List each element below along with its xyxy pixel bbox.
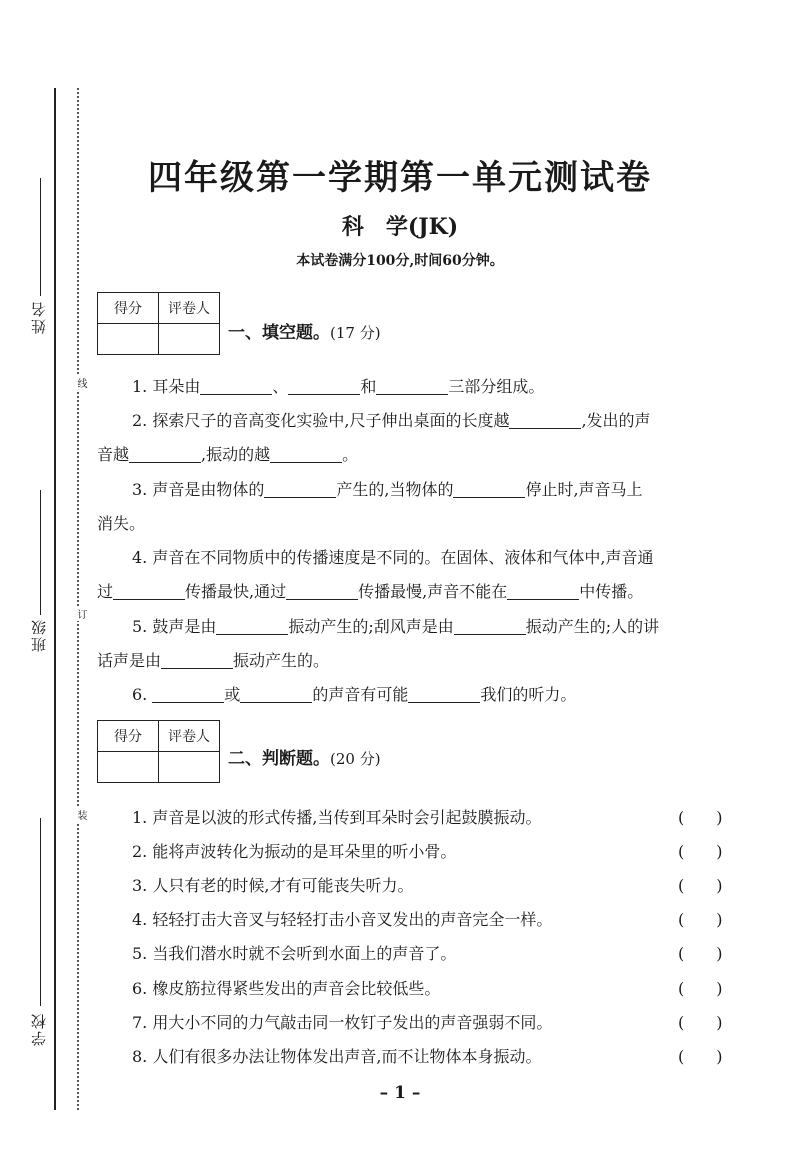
score-label: 得分 [98, 293, 159, 324]
fill-question-5-line2 [97, 649, 329, 673]
class-label: 班级 [30, 618, 48, 652]
q4-text-c: 传播最快,通过 [185, 582, 287, 601]
tick-bind-label: 订 [75, 609, 86, 619]
score-box-2 [97, 720, 220, 783]
judge-item-8 [132, 1044, 742, 1067]
q4-text-e: 中传播。 [579, 582, 644, 601]
score-box-1 [97, 292, 220, 355]
blank[interactable] [376, 376, 448, 395]
score-label: 得分 [98, 721, 159, 752]
judge-text: 4. 轻轻打击大音叉与轻轻打击小音叉发出的声音完全一样。 [132, 910, 553, 929]
q1-text-d: 三部分组成。 [448, 377, 545, 396]
q3-text-a: 3. 声音是由物体的 [132, 480, 265, 499]
q2-text-e: 。 [342, 445, 359, 464]
blank[interactable] [286, 581, 358, 600]
page-title: 四年级第一学期第一单元测试卷 [148, 158, 652, 198]
q1-text-c: 和 [360, 377, 377, 396]
answer-paren[interactable]: ( ) [678, 910, 723, 929]
q3-text-b: 产生的,当物体的 [336, 480, 454, 499]
answer-paren[interactable]: ( ) [678, 842, 723, 861]
fill-question-2-line1 [132, 409, 651, 433]
q1-text-a: 1. 耳朵由 [132, 377, 201, 396]
blank[interactable] [507, 581, 579, 600]
answer-paren[interactable]: ( ) [678, 1013, 723, 1032]
judge-item-7 [132, 1010, 742, 1033]
judge-item-4 [132, 907, 742, 930]
fill-question-6 [132, 683, 576, 707]
q3-text-d: 消失。 [97, 514, 146, 533]
judge-item-5 [132, 941, 742, 964]
blank[interactable] [113, 581, 185, 600]
answer-paren[interactable]: ( ) [678, 979, 723, 998]
q6-text-a: 6. [132, 685, 153, 704]
grader-label: 评卷人 [159, 721, 220, 752]
blank[interactable] [152, 684, 224, 703]
tick-seal-label: 装 [75, 810, 86, 820]
section-1-heading [228, 318, 381, 343]
q5-text-b: 振动产生的;刮风声是由 [288, 617, 454, 636]
fill-question-2-line2 [97, 443, 358, 467]
q5-text-d: 话声是由 [97, 651, 162, 670]
judge-text: 2. 能将声波转化为振动的是耳朵里的听小骨。 [132, 842, 457, 861]
section-2-points: (20 分) [330, 750, 381, 768]
section-2-heading [228, 744, 381, 769]
answer-paren[interactable]: ( ) [678, 876, 723, 895]
fill-question-3-line1 [132, 478, 643, 502]
blank[interactable] [288, 376, 360, 395]
q2-text-c: 音越 [97, 445, 130, 464]
q6-text-b: 或 [224, 685, 241, 704]
blank[interactable] [264, 479, 336, 498]
page-number: – 1 – [379, 1083, 421, 1103]
fill-question-4-line2 [97, 580, 643, 604]
school-write-line [40, 818, 41, 1006]
fill-question-1 [132, 375, 544, 399]
binding-solid-line [54, 88, 56, 1110]
q6-text-c: 的声音有可能 [312, 685, 409, 704]
judge-text: 5. 当我们潜水时就不会听到水面上的声音了。 [132, 944, 457, 963]
fill-question-3-line2 [97, 512, 145, 536]
answer-paren[interactable]: ( ) [678, 944, 723, 963]
q4-text-a: 4. 声音在不同物质中的传播速度是不同的。在固体、液体和气体中,声音通 [132, 548, 654, 567]
grader-cell[interactable] [159, 752, 220, 783]
q2-text-b: ,发出的声 [581, 411, 651, 430]
answer-paren[interactable]: ( ) [678, 1047, 723, 1066]
fill-question-5-line1 [132, 615, 659, 639]
grader-label: 评卷人 [159, 293, 220, 324]
subject-title: 科 学(JK) [341, 214, 459, 240]
q3-text-c: 停止时,声音马上 [525, 480, 643, 499]
section-1-points: (17 分) [330, 324, 381, 342]
blank[interactable] [453, 479, 525, 498]
section-1-title: 一、填空题。 [228, 323, 330, 343]
blank[interactable] [161, 650, 233, 669]
answer-paren[interactable]: ( ) [678, 808, 723, 827]
q2-text-d: ,振动的越 [201, 445, 271, 464]
grader-cell[interactable] [159, 324, 220, 355]
blank[interactable] [408, 684, 480, 703]
q4-text-d: 传播最慢,声音不能在 [358, 582, 508, 601]
binding-dotted-line [77, 88, 79, 1110]
blank[interactable] [129, 444, 201, 463]
q5-text-c: 振动产生的;人的讲 [525, 617, 660, 636]
class-write-line [40, 490, 41, 615]
school-label: 学校 [30, 1012, 48, 1046]
judge-item-6 [132, 976, 742, 999]
score-cell[interactable] [98, 324, 159, 355]
judge-item-2 [132, 839, 742, 862]
blank[interactable] [200, 376, 272, 395]
judge-item-1 [132, 805, 742, 828]
judge-text: 8. 人们有很多办法让物体发出声音,而不让物体本身振动。 [132, 1047, 542, 1066]
blank[interactable] [216, 616, 288, 635]
q5-text-a: 5. 鼓声是由 [132, 617, 217, 636]
judge-item-3 [132, 873, 742, 896]
q2-text-a: 2. 探索尺子的音高变化实验中,尺子伸出桌面的长度越 [132, 411, 510, 430]
q5-text-e: 振动产生的。 [233, 651, 330, 670]
judge-text: 1. 声音是以波的形式传播,当传到耳朵时会引起鼓膜振动。 [132, 808, 542, 827]
blank[interactable] [270, 444, 342, 463]
exam-note: 本试卷满分100分,时间60分钟。 [296, 253, 504, 269]
blank[interactable] [509, 410, 581, 429]
judge-text: 7. 用大小不同的力气敲击同一枚钉子发出的声音强弱不同。 [132, 1013, 553, 1032]
judge-text: 3. 人只有老的时候,才有可能丧失听力。 [132, 876, 414, 895]
fill-question-4-line1 [132, 546, 653, 570]
tick-line-label: 线 [75, 378, 86, 388]
score-cell[interactable] [98, 752, 159, 783]
section-2-title: 二、判断题。 [228, 749, 330, 769]
q6-text-d: 我们的听力。 [480, 685, 577, 704]
name-label: 姓名 [30, 300, 48, 334]
blank[interactable] [454, 616, 526, 635]
q4-text-b: 过 [97, 582, 114, 601]
blank[interactable] [240, 684, 312, 703]
judge-text: 6. 橡皮筋拉得紧些发出的声音会比较低些。 [132, 979, 441, 998]
q1-text-b: 、 [272, 377, 289, 396]
